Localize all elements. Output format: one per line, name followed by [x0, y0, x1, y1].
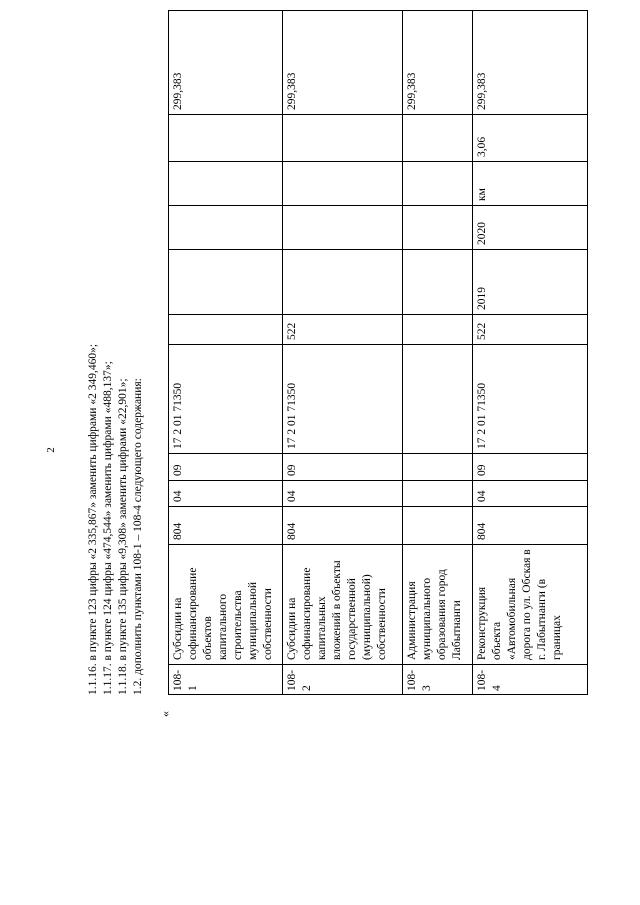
table-row — [283, 11, 403, 695]
cell-amount: 299,383 — [473, 11, 588, 115]
cell-vr — [403, 315, 473, 345]
cell-rz: 04 — [283, 481, 403, 507]
row-number: 108-3 — [403, 665, 473, 695]
cell-pr: 09 — [283, 454, 403, 481]
cell-unit — [169, 162, 283, 206]
cell-grbs: 804 — [169, 507, 283, 545]
cell-pr — [403, 454, 473, 481]
cell-pr: 09 — [473, 454, 588, 481]
cell-csr — [403, 345, 473, 454]
cell-capacity — [283, 115, 403, 162]
amendment-line: 1.1.17. в пункте 124 цифры «474,544» заменить цифрами «488,137»; — [102, 361, 114, 695]
amendment-line: 1.1.16. в пункте 123 цифры «2 335,867» заменить цифрами «2 349,460»; — [87, 343, 99, 695]
cell-capacity — [403, 115, 473, 162]
cell-csr: 17 2 01 71350 — [283, 345, 403, 454]
cell-amount: 299,383 — [403, 11, 473, 115]
row-name: Субсидии на софинансирование объектов капитального строительства муниципальной собственности — [169, 545, 283, 665]
row-name: Администрация муниципального образования город Лабытнанги — [403, 545, 473, 665]
cell-vr: 522 — [473, 315, 588, 345]
cell-year-end — [169, 206, 283, 250]
cell-csr: 17 2 01 71350 — [473, 345, 588, 454]
amendment-line: 1.1.18. в пункте 135 цифры «9,308» заменить цифрами «22,901»; — [117, 378, 129, 695]
cell-amount: 299,383 — [283, 11, 403, 115]
cell-year-start — [169, 250, 283, 315]
row-name: Субсидии на софинансирование капитальных вложений в объекты государственной (муниципальной) собственности — [283, 545, 403, 665]
row-number: 108-2 — [283, 665, 403, 695]
row-number: 108-1 — [169, 665, 283, 695]
cell-pr: 09 — [169, 454, 283, 481]
cell-capacity — [169, 115, 283, 162]
cell-unit: км — [473, 162, 588, 206]
cell-amount: 299,383 — [169, 11, 283, 115]
table-row — [169, 11, 283, 695]
cell-year-start — [403, 250, 473, 315]
cell-rz: 04 — [473, 481, 588, 507]
cell-csr: 17 2 01 71350 — [169, 345, 283, 454]
opening-quote: « — [158, 711, 172, 717]
cell-grbs: 804 — [473, 507, 588, 545]
row-number: 108-4 — [473, 665, 588, 695]
amendment-line: 1.2. дополнить пунктами 108-1 – 108-4 следующего содержания: — [132, 378, 144, 695]
table-row — [403, 11, 473, 695]
cell-year-end — [403, 206, 473, 250]
budget-table — [168, 10, 588, 695]
cell-unit — [403, 162, 473, 206]
row-name: Реконструкция объекта «Автомобильная дорога по ул. Обская в г. Лабытнанги (в границах — [473, 545, 588, 665]
cell-vr — [169, 315, 283, 345]
page-number: 2 — [45, 447, 57, 453]
cell-capacity: 3,06 — [473, 115, 588, 162]
cell-grbs: 804 — [283, 507, 403, 545]
cell-unit — [283, 162, 403, 206]
cell-year-end — [283, 206, 403, 250]
table-row — [473, 11, 588, 695]
cell-year-end: 2020 — [473, 206, 588, 250]
cell-rz — [403, 481, 473, 507]
cell-year-start: 2019 — [473, 250, 588, 315]
cell-year-start — [283, 250, 403, 315]
cell-vr: 522 — [283, 315, 403, 345]
cell-rz: 04 — [169, 481, 283, 507]
cell-grbs — [403, 507, 473, 545]
